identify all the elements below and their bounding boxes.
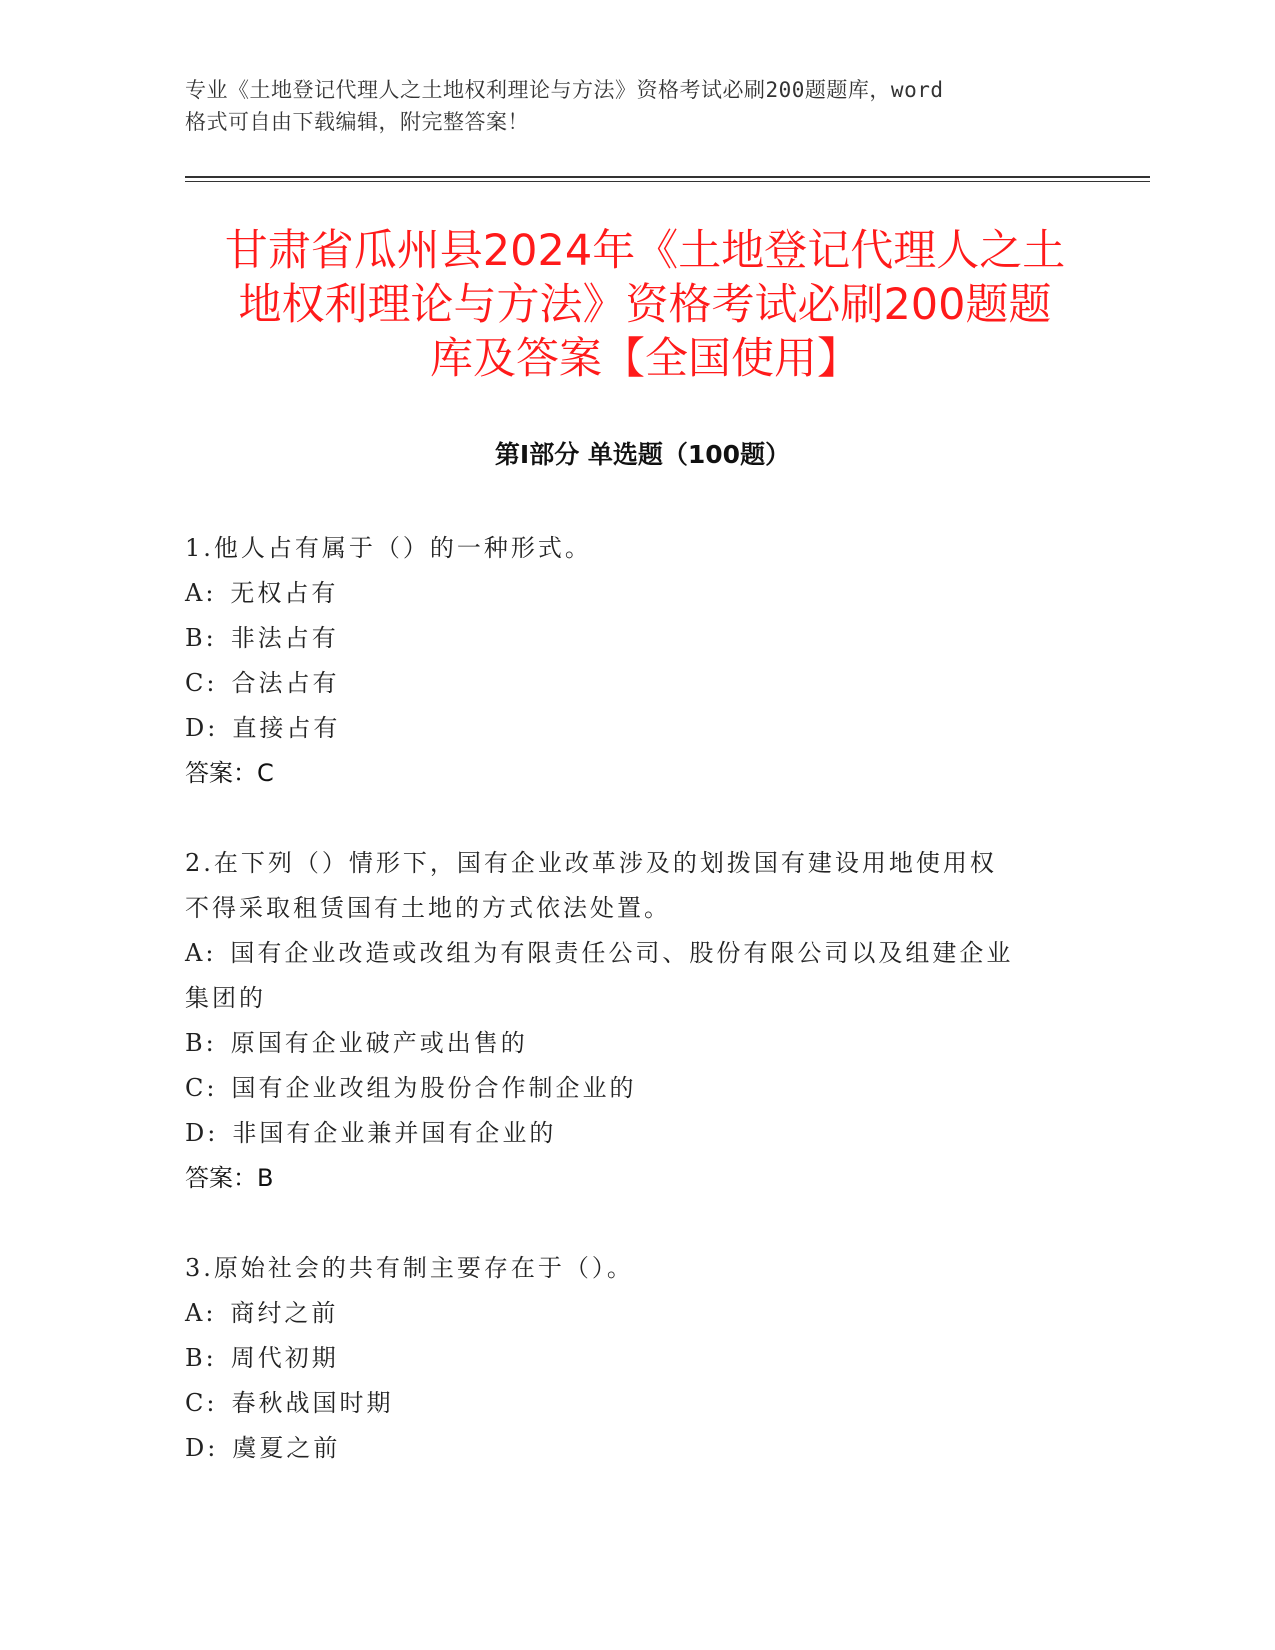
option-text: 非法占有: [230, 624, 339, 652]
option-text: 无权占有: [230, 579, 339, 607]
option-a: [185, 1291, 1065, 1336]
option-c: [185, 661, 1065, 706]
option-key: D:: [185, 714, 219, 742]
document-title-line-3: 库及答案【全国使用】: [430, 334, 860, 384]
option-a-continued: 集团的: [185, 984, 266, 1012]
option-key: B:: [185, 1344, 217, 1372]
option-key: D:: [185, 1434, 219, 1462]
question-stem: 2.在下列（）情形下，国有企业改革涉及的划拨国有建设用地使用权: [185, 849, 997, 877]
option-key: A:: [185, 579, 217, 607]
option-b: [185, 1336, 1065, 1381]
question-list: [185, 526, 1065, 1516]
option-d: [185, 1426, 1065, 1471]
header-rule-thin: [185, 181, 1150, 182]
option-text: 虞夏之前: [232, 1434, 341, 1462]
question-stem: 1.他人占有属于（）的一种形式。: [185, 534, 592, 562]
option-key: C:: [185, 1389, 218, 1417]
question-stem-continued: 不得采取租赁国有土地的方式依法处置。: [185, 894, 671, 922]
answer-line: 答案：B: [185, 1164, 274, 1192]
option-key: C:: [185, 1074, 218, 1102]
option-key: A:: [185, 1299, 217, 1327]
option-key: C:: [185, 669, 218, 697]
option-text: 商纣之前: [230, 1299, 339, 1327]
document-title: [180, 224, 1110, 386]
option-c: [185, 1381, 1065, 1426]
option-d: [185, 1111, 1065, 1156]
question-2: [185, 841, 1065, 1201]
option-b: [185, 616, 1065, 661]
option-text: 国有企业改组为股份合作制企业的: [231, 1074, 637, 1102]
option-text: 直接占有: [232, 714, 341, 742]
answer-line: 答案：C: [185, 759, 274, 787]
option-d: [185, 706, 1065, 751]
question-3: [185, 1246, 1065, 1471]
option-c: [185, 1066, 1065, 1111]
option-text: 周代初期: [230, 1344, 339, 1372]
option-b: [185, 1021, 1065, 1066]
option-text: 非国有企业兼并国有企业的: [232, 1119, 557, 1147]
section-heading: 第Ⅰ部分 单选题（100题）: [494, 440, 791, 469]
option-a: [185, 571, 1065, 616]
option-a: [185, 931, 1065, 976]
question-1: [185, 526, 1065, 796]
option-text: 春秋战国时期: [231, 1389, 394, 1417]
header-rule-thick: [185, 176, 1150, 178]
option-key: A:: [185, 939, 217, 967]
option-text: 国有企业改造或改组为有限责任公司、股份有限公司以及组建企业: [230, 939, 1014, 967]
option-key: B:: [185, 624, 217, 652]
document-title-line-1: 甘肃省瓜州县2024年《土地登记代理人之土: [224, 226, 1066, 276]
header-note: [185, 74, 1065, 138]
option-text: 原国有企业破产或出售的: [230, 1029, 528, 1057]
question-stem: 3.原始社会的共有制主要存在于（）。: [185, 1254, 634, 1282]
option-text: 合法占有: [231, 669, 340, 697]
document-title-line-2: 地权利理论与方法》资格考试必刷200题题: [238, 280, 1052, 330]
header-note-line-1: 专业《土地登记代理人之土地权利理论与方法》资格考试必刷200题题库，word: [185, 78, 944, 102]
header-note-line-2: 格式可自由下载编辑，附完整答案！: [185, 110, 529, 134]
option-key: B:: [185, 1029, 217, 1057]
option-key: D:: [185, 1119, 219, 1147]
